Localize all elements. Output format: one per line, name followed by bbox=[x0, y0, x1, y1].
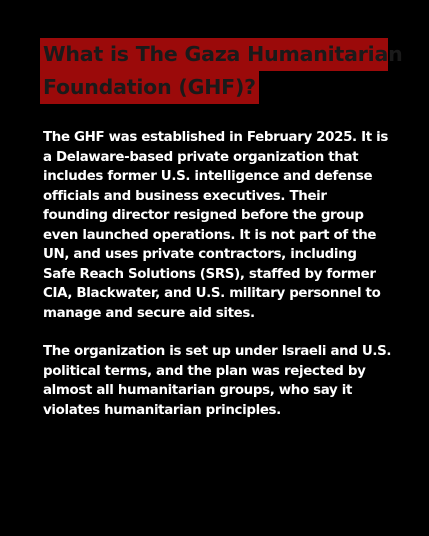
page-title bbox=[40, 38, 403, 104]
title-line-1: What is The Gaza Humanitarian bbox=[40, 38, 388, 71]
paragraph-1: The GHF was established in February 2025. It is a Delaware-based private organization that includes former U.S. intelligence and defense officials and business executives. Their founding director resigned before the group even launched operations. It is not part of the UN, and uses private contractors, including Safe Reach Solutions (SRS), staffed by former CIA, Blackwater, and U.S. military personnel to manage and secure aid sites. bbox=[43, 130, 388, 321]
title-line-2: Foundation (GHF)? bbox=[40, 71, 259, 104]
paragraph-2: The organization is set up under Israeli and U.S. political terms, and the plan was rejected by almost all humanitarian groups, who say it violates humanitarian principles. bbox=[43, 344, 392, 418]
body-text bbox=[43, 128, 393, 420]
